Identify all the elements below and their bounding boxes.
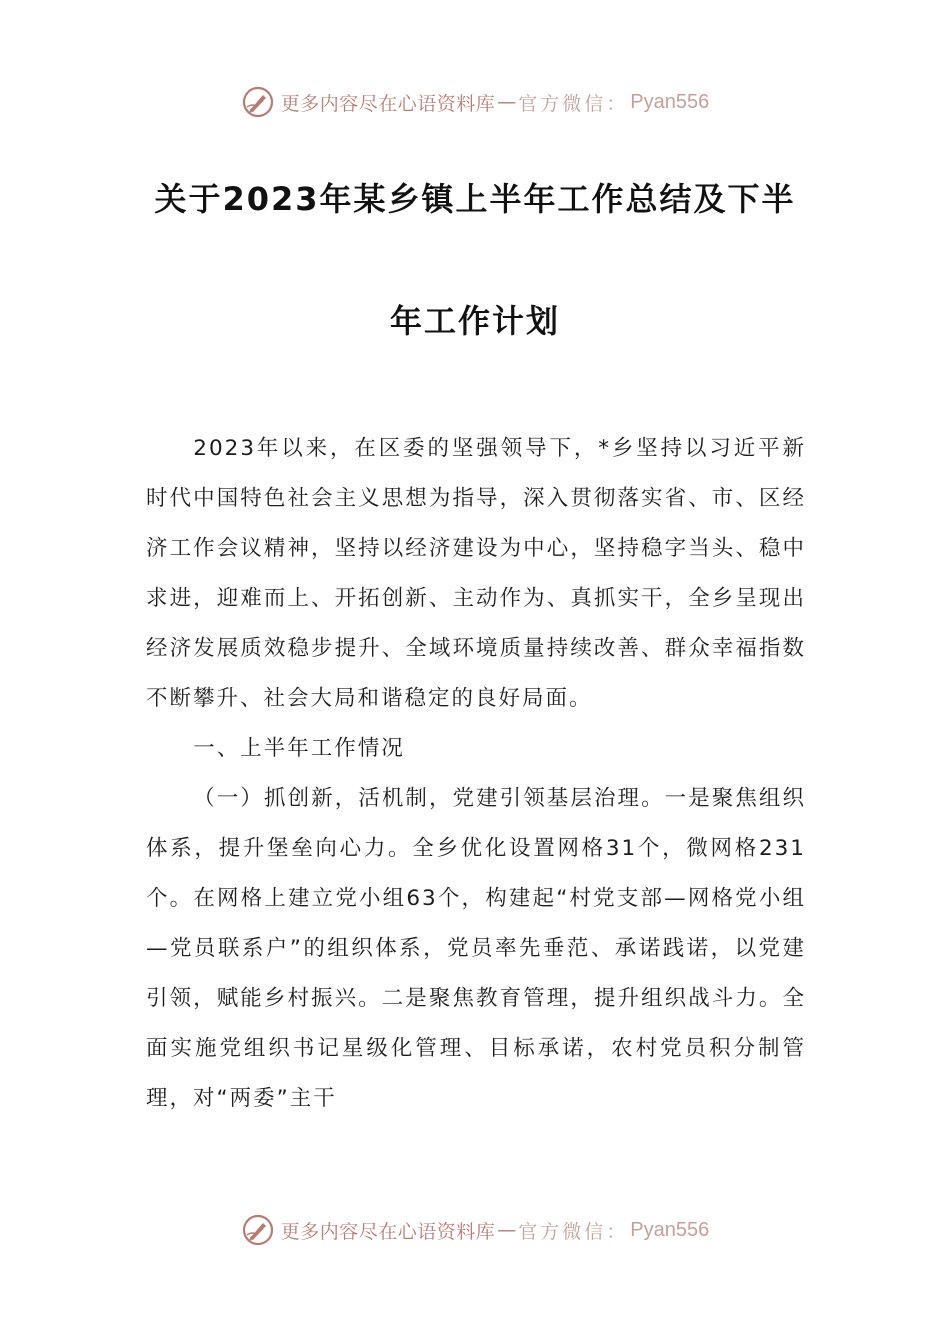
watermark-separator: — <box>497 91 517 113</box>
watermark-wechat-label: 官方微信： <box>518 1220 629 1243</box>
watermark-footer <box>0 1210 950 1250</box>
document-title-line-2: 年工作计划 <box>389 302 560 340</box>
body-paragraph: 2023年以来，在区委的坚强领导下，*乡坚持以习近平新时代中国特色社会主义思想为指导，深入贯彻落实省、市、区经济工作会议精神，坚持以经济建设为中心，坚持稳字当头、稳中求进，迎难而上、开拓创新、主动作为、真抓实干，全乡呈现出经济发展质效稳步提升、全域环境质量持续改善、群众幸福指数不断攀升、社会大局和谐稳定的良好局面。 <box>146 436 806 711</box>
document-title-line-1: 关于2023年某乡镇上半年工作总结及下半 <box>154 180 796 218</box>
section-heading: 一、上半年工作情况 <box>193 736 405 761</box>
document-body <box>146 424 806 1124</box>
watermark-separator: — <box>497 1219 517 1241</box>
watermark-wechat-id: Pyan556 <box>630 1218 710 1241</box>
pen-logo-icon <box>241 85 275 119</box>
pen-logo-icon <box>241 1213 275 1247</box>
watermark-wechat-id: Pyan556 <box>630 90 710 113</box>
watermark-brand-text: 更多内容尽在心语资料库 <box>280 92 496 115</box>
body-paragraph: （一）抓创新，活机制，党建引领基层治理。一是聚焦组织体系，提升堡垒向心力。全乡优化设置网格31个，微网格231个。在网格上建立党小组63个，构建起“村党支部—网格党小组—党员联系户”的组织体系，党员率先垂范、承诺践诺，以党建引领，赋能乡村振兴。二是聚焦教育管理，提升组织战斗力。全面实施党组织书记星级化管理、目标承诺，农村党员积分制管理，对“两委”主干 <box>146 786 806 1111</box>
watermark-header <box>0 82 950 122</box>
watermark-wechat-label: 官方微信： <box>518 92 629 115</box>
watermark-brand-text: 更多内容尽在心语资料库 <box>280 1220 496 1243</box>
